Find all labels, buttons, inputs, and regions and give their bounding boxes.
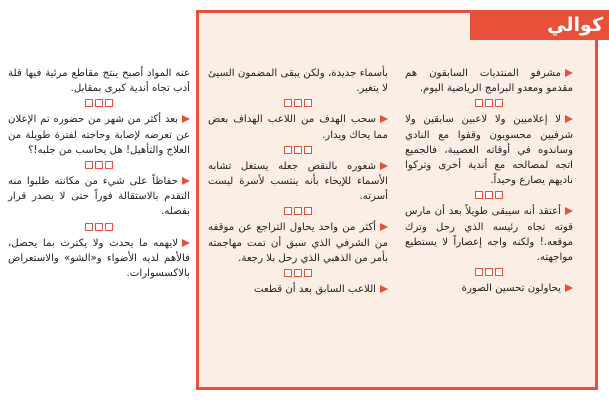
column-left bbox=[8, 66, 190, 281]
three-squares-separator-icon bbox=[208, 146, 388, 155]
paragraph: أكثر من واحد يحاول التراجع عن موقفه من الشرفي الذي سبق أن تمت مهاجمته بأمر من الذهبي الذي رحل بلا رجعة. bbox=[208, 222, 388, 264]
triangle-bullet-icon bbox=[380, 115, 388, 123]
three-squares-separator-icon bbox=[405, 191, 573, 200]
paragraph: لا إعلاميين ولا لاعبين سابقين ولا شرفيين محسوبون وقفوا مع النادي وساندوه في أوقاته العصيبة، فالجميع اتجه لمصالحه مع أندية أخرى وتركوا ناديهم يصارع وحيداً. bbox=[405, 114, 573, 187]
triangle-bullet-icon bbox=[182, 177, 190, 185]
three-squares-separator-icon bbox=[208, 99, 388, 108]
triangle-bullet-icon bbox=[380, 162, 388, 170]
three-squares-separator-icon bbox=[208, 207, 388, 216]
paragraph: حفاظاً على شيء من مكانته طلبوا منه التقدم بالاستقالة فوراً حتى لا يصدر قرار بفصله. bbox=[8, 176, 190, 218]
three-squares-separator-icon bbox=[405, 99, 573, 108]
three-squares-separator-icon bbox=[208, 269, 388, 278]
column-right bbox=[405, 66, 573, 296]
paragraph: بعد أكثر من شهر من حضوره تم الإعلان عن تعرضه لإصابة وحاجته لفترة طويلة من العلاج والتأهيل! هل يحاسب من جلبه!؟ bbox=[8, 114, 190, 156]
paragraph: بأسماء جديدة، ولكن يبقى المضمون السيئ لا يتغير. bbox=[208, 68, 388, 95]
paragraph: شعوره بالنقص جعله يستغل تشابه الأسماء للإيحاء بأنه ينتسب لأسرة ليست أسرته. bbox=[208, 160, 388, 203]
triangle-bullet-icon bbox=[182, 115, 190, 123]
paragraph: يحاولون تحسين الصورة bbox=[405, 281, 573, 296]
column-middle bbox=[208, 66, 388, 297]
paragraph: مشرفو المنتديات السابقون هم مقدمو ومعدو البرامج الرياضية اليوم. bbox=[405, 68, 573, 95]
paragraph: عنه المواد أصبح ينتج مقاطع مرئية فيها قلة أدب تجاه أندية كبرى بمقابل. bbox=[8, 68, 190, 95]
triangle-bullet-icon bbox=[565, 115, 573, 123]
section-title: كوالي bbox=[547, 14, 603, 36]
triangle-bullet-icon bbox=[380, 223, 388, 231]
triangle-bullet-icon bbox=[565, 69, 573, 77]
paragraph: اللاعب السابق بعد أن قطعت bbox=[208, 282, 388, 297]
three-squares-separator-icon bbox=[405, 268, 573, 277]
triangle-bullet-icon bbox=[182, 239, 190, 247]
triangle-bullet-icon bbox=[565, 207, 573, 215]
paragraph: سحب الهدف من اللاعب الهداف بعض مما يحاك ويدار. bbox=[208, 114, 388, 141]
paragraph: أعتقد أنه سيبقى طويلاً بعد أن مارس قوته تجاه رئيسه الذي رحل وترك موقعه.! ولكنه واجه إعصاراً لا يستطيع مواجهته. bbox=[405, 206, 573, 264]
three-squares-separator-icon bbox=[8, 99, 190, 108]
section-header-bar bbox=[470, 10, 609, 40]
triangle-bullet-icon bbox=[565, 284, 573, 292]
three-squares-separator-icon bbox=[8, 223, 190, 232]
paragraph: لايهمه ما يحدث ولا يكترث بما يحصل، فالأهم لديه الأضواء و«الشو» والاستعراض بالاكسسوارات. bbox=[8, 237, 190, 280]
three-squares-separator-icon bbox=[8, 161, 190, 170]
triangle-bullet-icon bbox=[380, 285, 388, 293]
